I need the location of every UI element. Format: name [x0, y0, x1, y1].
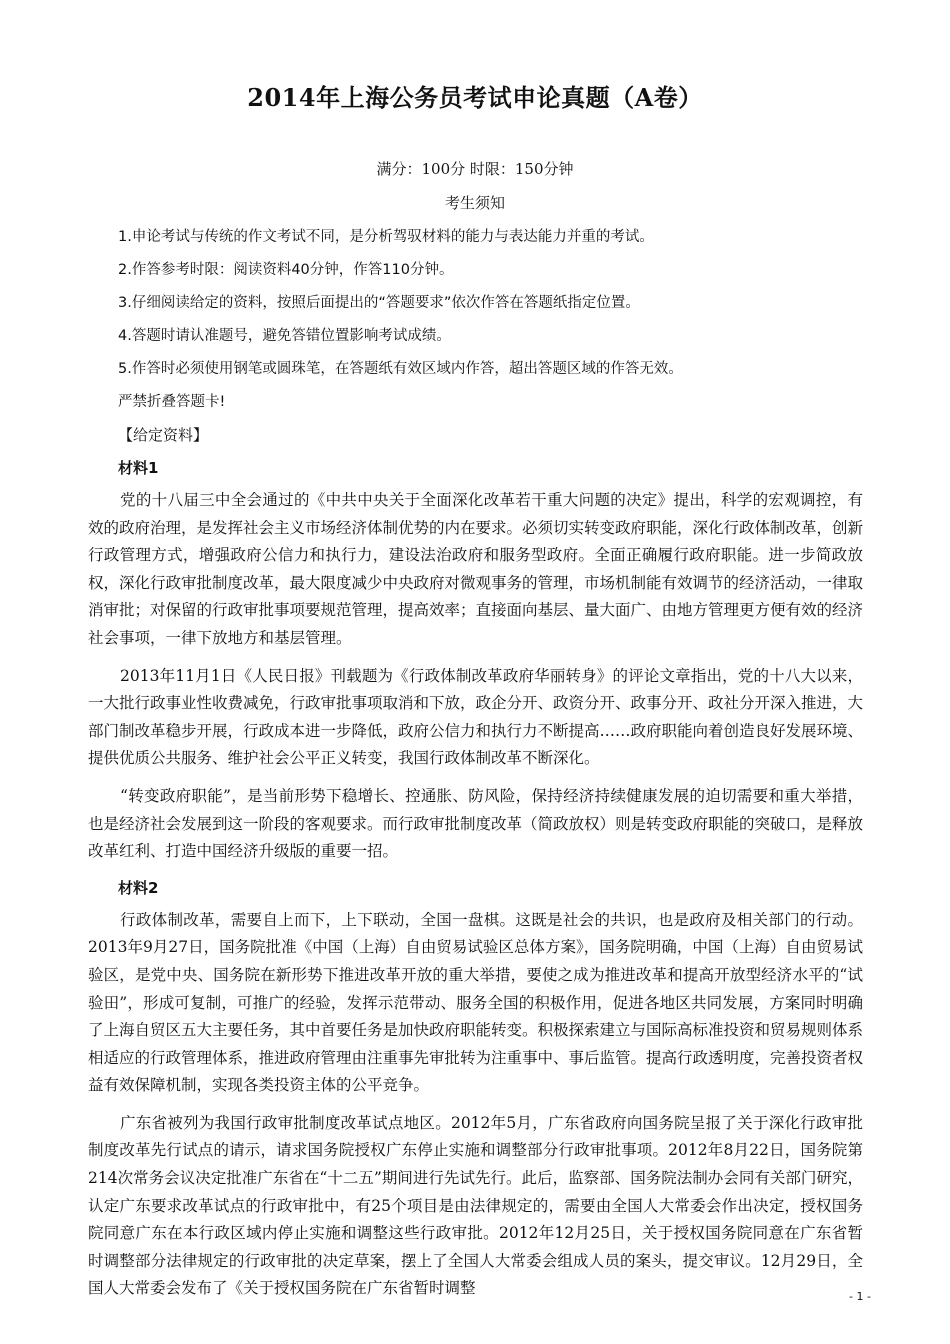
document-body	[88, 226, 864, 1313]
exam-score-time: 满分：100分 时限：150分钟	[376, 160, 574, 178]
document-title: 2014年上海公务员考试申论真题（A卷）	[247, 83, 703, 112]
material-1-paragraph-2: 2013年11月1日《人民日报》刊载题为《行政体制改革政府华丽转身》的评论文章指出，党的十八大以来，一大批行政事业性收费减免，行政审批事项取消和下放，政企分开、政资分开、政事分开、政社分开深入推进，大部门制改革稳步开展，行政成本进一步降低，政府公信力和执行力不断提高……政府职能向着创造良好发展环境、提供优质公共服务、维护社会公平正义转变，我国行政体制改革不断深化。	[88, 666, 864, 768]
material-1-paragraph-3: “转变政府职能”，是当前形势下稳增长、控通胀、防风险，保持经济持续健康发展的迫切需要和重大举措，也是经济社会发展到这一阶段的客观要求。而行政审批制度改革（简政放权）则是转变政府职能的突破口，是释放改革红利、打造中国经济升级版的重要一招。	[88, 786, 864, 861]
notice-heading: 考生须知	[444, 194, 505, 212]
rule-5: 5.作答时必须使用钢笔或圆珠笔，在答题纸有效区域内作答，超出答题区域的作答无效。	[118, 361, 683, 377]
rule-2: 2.作答参考时限：阅读资料40分钟，作答110分钟。	[118, 262, 454, 278]
answer-card-warning: 严禁折叠答题卡!	[118, 394, 226, 410]
rule-3: 3.仔细阅读给定的资料，按照后面提出的“答题要求”依次作答在答题纸指定位置。	[118, 295, 640, 311]
rule-4: 4.答题时请认准题号，避免答错位置影响考试成绩。	[118, 328, 451, 344]
material-2-heading: 材料2	[118, 878, 159, 897]
page-number: - 1 -	[849, 1290, 871, 1303]
rule-1: 1.申论考试与传统的作文考试不同，是分析驾驭材料的能力与表达能力并重的考试。	[118, 229, 654, 245]
material-2-paragraph-2: 广东省被列为我国行政审批制度改革试点地区。2012年5月，广东省政府向国务院呈报了关于深化行政审批制度改革先行试点的请示，请求国务院授权广东停止实施和调整部分行政审批事项。2012年8月22日，国务院第214次常务会议决定批准广东省在“十二五”期间进行先试先行。此后，监察部、国务院法制办会同有关部门研究，认定广东要求改革试点的行政审批中，有25个项目是由法律规定的，需要由全国人大常委会作出决定，授权国务院同意广东在本行政区域内停止实施和调整这些行政审批。2012年12月25日，关于授权国务院同意在广东省暂时调整部分法律规定的行政审批的决定草案，摆上了全国人大常委会组成人员的案头，提交审议。12月29日，全国人大常委会发布了《关于授权国务院在广东省暂时调整	[88, 1113, 863, 1298]
section-label: 【给定资料】	[118, 426, 209, 444]
material-2-paragraph-1: 行政体制改革，需要自上而下，上下联动，全国一盘棋。这既是社会的共识，也是政府及相关部门的行动。2013年9月27日，国务院批准《中国（上海）自由贸易试验区总体方案》，国务院明确，中国（上海）自由贸易试验区，是党中央、国务院在新形势下推进改革开放的重大举措，要使之成为推进改革和提高开放型经济水平的“试验田”，形成可复制，可推广的经验，发挥示范带动、服务全国的积极作用，促进各地区共同发展，方案同时明确了上海自贸区五大主要任务，其中首要任务是加快政府职能转变。积极探索建立与国际高标准投资和贸易规则体系相适应的行政管理体系，推进政府管理由注重事先审批转为注重事中、事后监管。提高行政透明度，完善投资者权益有效保障机制，实现各类投资主体的公平竞争。	[88, 910, 864, 1095]
material-1-heading: 材料1	[118, 459, 159, 477]
material-1-paragraph-1: 党的十八届三中全会通过的《中共中央关于全面深化改革若干重大问题的决定》提出，科学的宏观调控，有效的政府治理，是发挥社会主义市场经济体制优势的内在要求。必须切实转变政府职能，深化行政体制改革，创新行政管理方式，增强政府公信力和执行力，建设法治政府和服务型政府。全面正确履行政府职能。进一步简政放权，深化行政审批制度改革，最大限度减少中央政府对微观事务的管理，市场机制能有效调节的经济活动，一律取消审批；对保留的行政审批事项要规范管理，提高效率；直接面向基层、量大面广、由地方管理更方便有效的经济社会事项，一律下放地方和基层管理。	[88, 491, 864, 647]
